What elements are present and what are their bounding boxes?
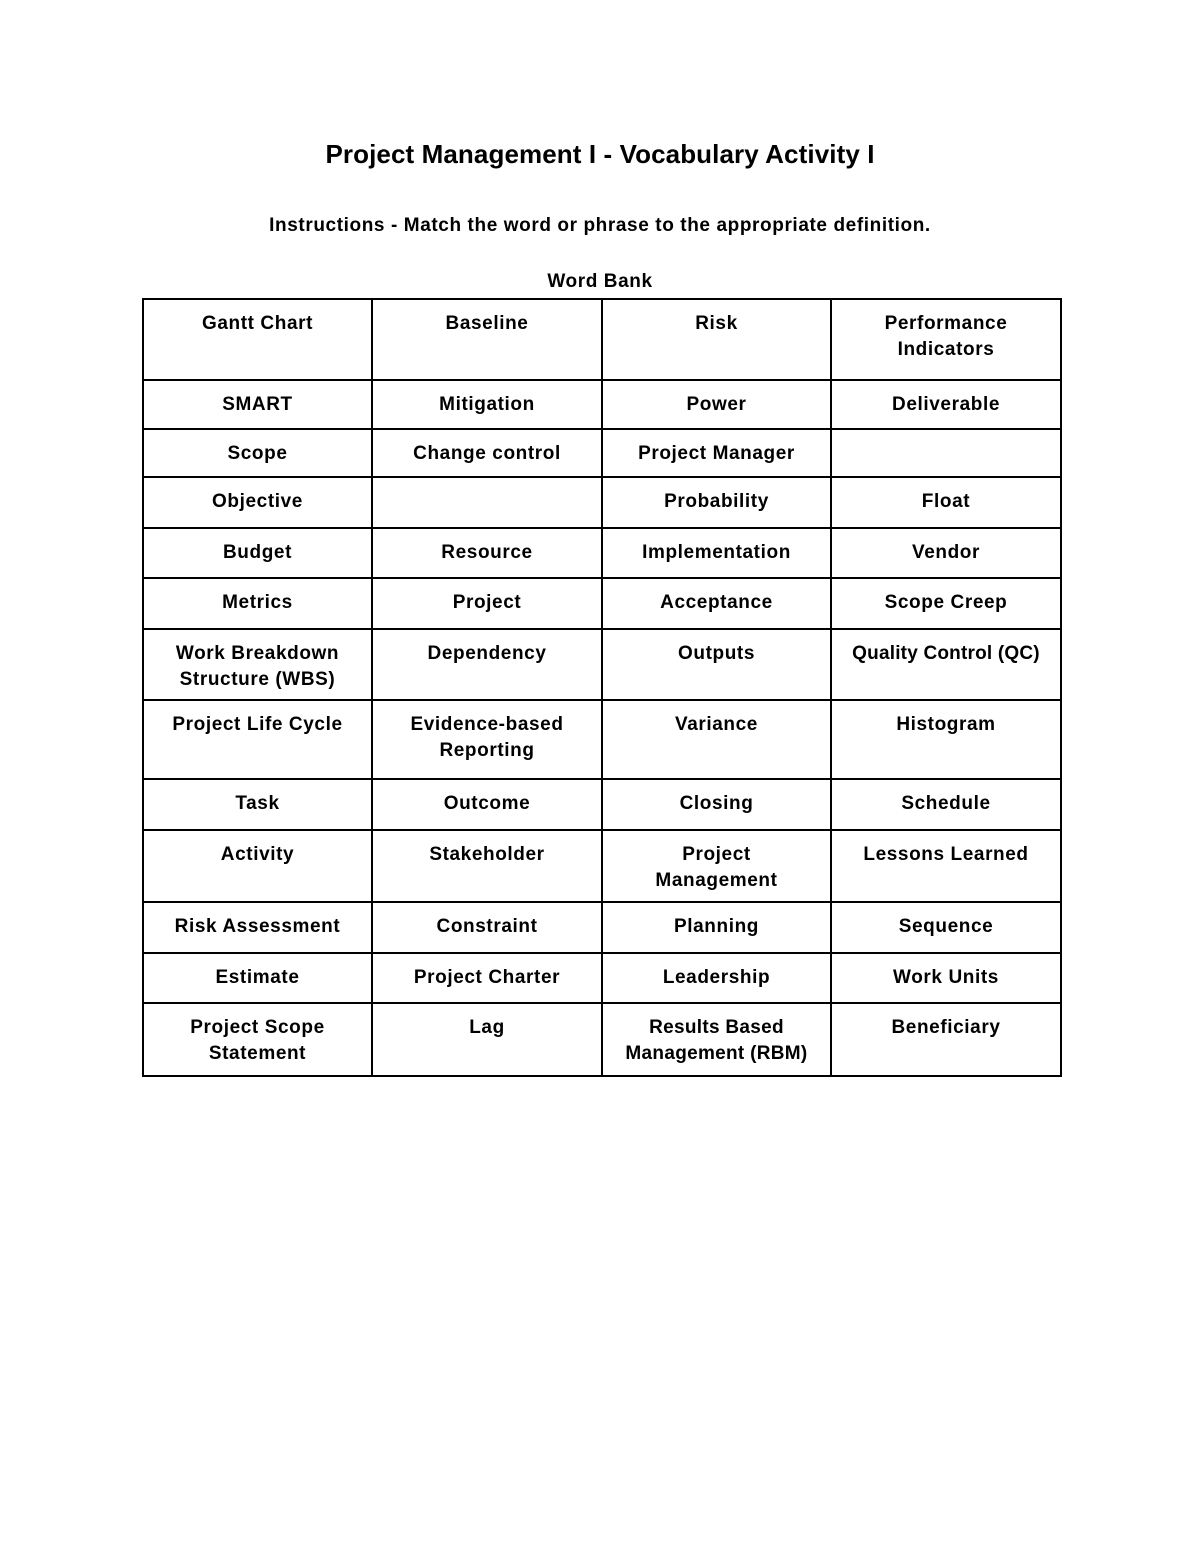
- table-row: [143, 830, 1061, 902]
- table-row: [143, 299, 1061, 380]
- table-row: [143, 629, 1061, 700]
- table-row: [143, 429, 1061, 477]
- table-row: [143, 953, 1061, 1003]
- word-cell: Objective: [143, 477, 372, 528]
- word-cell: Outputs: [602, 629, 831, 700]
- word-cell: Leadership: [602, 953, 831, 1003]
- word-cell: Gantt Chart: [143, 299, 372, 380]
- table-row: [143, 779, 1061, 830]
- word-cell: Metrics: [143, 578, 372, 629]
- page-title: Project Management I - Vocabulary Activity I: [325, 139, 875, 169]
- word-cell: Mitigation: [372, 380, 602, 429]
- word-cell: Resource: [372, 528, 602, 578]
- word-bank-heading: Word Bank: [547, 271, 653, 292]
- word-cell: Power: [602, 380, 831, 429]
- word-cell: Work Breakdown Structure (WBS): [143, 629, 372, 700]
- table-row: [143, 1003, 1061, 1076]
- word-cell: Change control: [372, 429, 602, 477]
- word-cell: Planning: [602, 902, 831, 953]
- word-cell: Quality Control (QC): [831, 629, 1061, 700]
- word-cell: Project Scope Statement: [143, 1003, 372, 1076]
- word-cell: Project Management: [602, 830, 831, 902]
- word-cell: Closing: [602, 779, 831, 830]
- word-cell: Stakeholder: [372, 830, 602, 902]
- word-cell: Project Life Cycle: [143, 700, 372, 779]
- word-cell: Performance Indicators: [831, 299, 1061, 380]
- table-row: [143, 578, 1061, 629]
- word-cell: Estimate: [143, 953, 372, 1003]
- word-cell: Beneficiary: [831, 1003, 1061, 1076]
- word-cell: Risk: [602, 299, 831, 380]
- word-cell: SMART: [143, 380, 372, 429]
- word-cell: Histogram: [831, 700, 1061, 779]
- word-cell: Dependency: [372, 629, 602, 700]
- word-cell: Float: [831, 477, 1061, 528]
- word-cell: Budget: [143, 528, 372, 578]
- word-cell: Variance: [602, 700, 831, 779]
- word-cell: Project Manager: [602, 429, 831, 477]
- word-cell: Vendor: [831, 528, 1061, 578]
- table-row: [143, 380, 1061, 429]
- word-cell: Risk Assessment: [143, 902, 372, 953]
- word-cell: Deliverable: [831, 380, 1061, 429]
- instructions-text: Instructions - Match the word or phrase to the appropriate definition.: [269, 215, 931, 236]
- word-cell: Results Based Management (RBM): [602, 1003, 831, 1076]
- table-row: [143, 902, 1061, 953]
- word-cell: Activity: [143, 830, 372, 902]
- word-cell: Evidence-based Reporting: [372, 700, 602, 779]
- word-cell: Acceptance: [602, 578, 831, 629]
- word-cell: Lessons Learned: [831, 830, 1061, 902]
- word-cell: Scope Creep: [831, 578, 1061, 629]
- word-cell: Probability: [602, 477, 831, 528]
- table-row: [143, 700, 1061, 779]
- word-cell: Project: [372, 578, 602, 629]
- word-cell: Scope: [143, 429, 372, 477]
- word-cell: Implementation: [602, 528, 831, 578]
- word-cell: Project Charter: [372, 953, 602, 1003]
- word-cell: Constraint: [372, 902, 602, 953]
- table-row: [143, 477, 1061, 528]
- word-cell: Lag: [372, 1003, 602, 1076]
- word-cell: Work Units: [831, 953, 1061, 1003]
- table-row: [143, 528, 1061, 578]
- word-cell: Schedule: [831, 779, 1061, 830]
- word-cell: Baseline: [372, 299, 602, 380]
- word-cell: [831, 429, 1061, 477]
- word-cell: Outcome: [372, 779, 602, 830]
- word-cell: Sequence: [831, 902, 1061, 953]
- word-cell: [372, 477, 602, 528]
- word-bank-table: [142, 298, 1062, 1077]
- word-cell: Task: [143, 779, 372, 830]
